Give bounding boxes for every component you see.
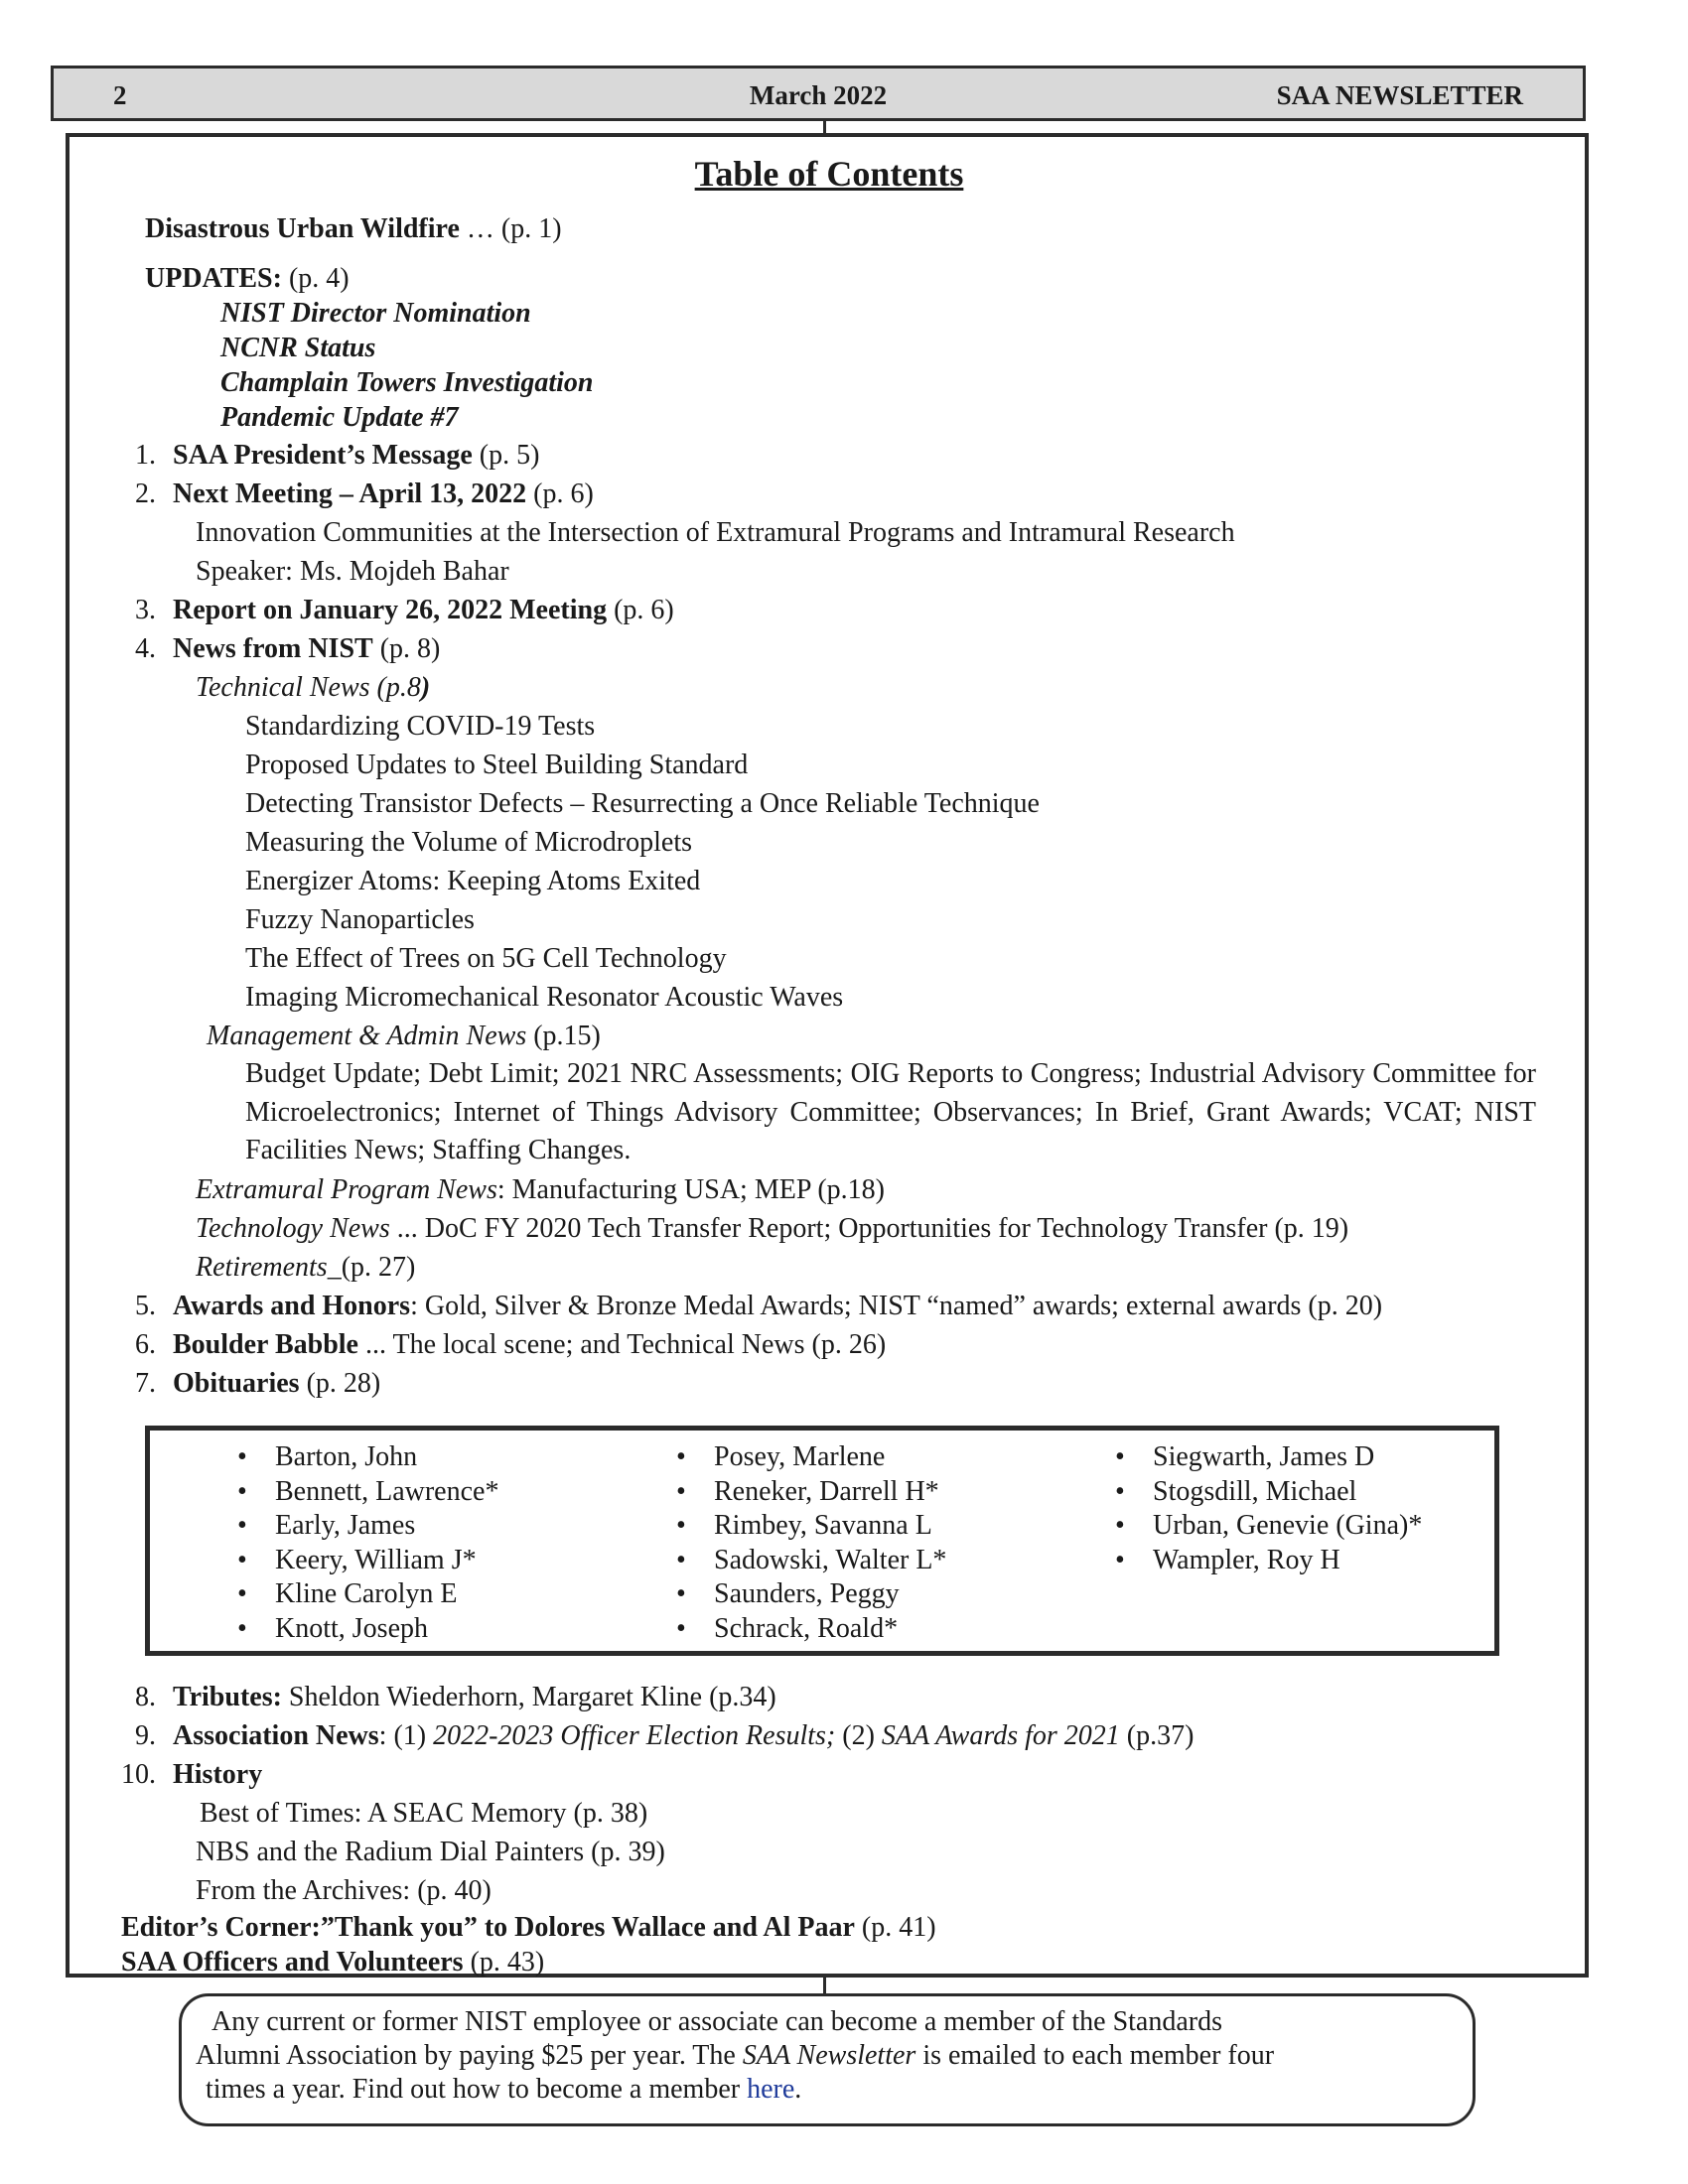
notice-line-1: Any current or former NIST employee or associate can become a member of the Standards — [211, 2006, 1222, 2037]
section-label: Retirements — [196, 1252, 328, 1283]
toc-entry-2[interactable] — [135, 476, 594, 513]
management-news-text: Budget Update; Debt Limit; 2021 NRC Assessments; OIG Reports to Congress; Industrial Advisory Committee for Microelectronics; Internet of Things Advisory Committee; Observances; In Brief, Grant Awards; VCAT; NIST Facilities News; Staffing Changes. — [245, 1058, 1536, 1165]
entry-label: SAA President’s Message — [173, 440, 473, 471]
entry-label: Editor’s Corner:”Thank you” to Dolores Wallace and Al Paar — [121, 1912, 855, 1943]
technology-news-entry[interactable] — [196, 1210, 1348, 1248]
meeting-speaker: Speaker: Ms. Mojdeh Bahar — [196, 556, 509, 587]
entry-text: : (1) — [378, 1720, 434, 1751]
page-header — [51, 66, 1586, 121]
section-close: ) — [420, 672, 431, 703]
notice-line-2 — [196, 2039, 1274, 2073]
technical-news-item[interactable]: The Effect of Trees on 5G Cell Technology — [245, 943, 727, 974]
technical-news-item[interactable]: Energizer Atoms: Keeping Atoms Exited — [245, 866, 701, 896]
toc-entry-updates[interactable] — [145, 260, 350, 298]
technical-news-item[interactable]: Detecting Transistor Defects – Resurrecting a Once Reliable Technique — [245, 788, 1040, 819]
updates-item[interactable]: Pandemic Update #7 — [220, 402, 459, 433]
obituaries-box — [145, 1426, 1499, 1656]
newsletter-name: SAA NEWSLETTER — [1276, 80, 1523, 110]
obituaries-column-1 — [237, 1440, 498, 1646]
entry-number: 4. — [135, 633, 156, 664]
obituary-name[interactable]: • Wampler, Roy H — [1115, 1544, 1422, 1578]
technical-news-item[interactable]: Standardizing COVID-19 Tests — [245, 711, 596, 742]
membership-notice — [179, 1993, 1476, 2126]
toc-entry-7[interactable] — [135, 1365, 380, 1403]
toc-title: Table of Contents — [694, 154, 964, 194]
entry-number: 9. — [135, 1720, 156, 1751]
obituary-name[interactable]: • Posey, Marlene — [676, 1440, 946, 1475]
history-item[interactable]: Best of Times: A SEAC Memory (p. 38) — [200, 1798, 648, 1829]
technical-news-heading[interactable] — [196, 669, 430, 707]
entry-label: News from NIST — [173, 633, 373, 664]
technical-news-item[interactable]: Proposed Updates to Steel Building Standard — [245, 750, 749, 780]
entry-number: 2. — [135, 478, 156, 509]
entry-page: (p. 41) — [854, 1912, 936, 1943]
meeting-topic: Innovation Communities at the Intersection of Extramural Programs and Intramural Research — [196, 517, 1235, 548]
notice-text: Alumni Association by paying $25 per year. The — [196, 2040, 743, 2071]
obituary-name[interactable]: • Knott, Joseph — [237, 1612, 498, 1647]
section-text: ... DoC FY 2020 Tech Transfer Report; Opportunities for Technology Transfer (p. 19) — [389, 1213, 1349, 1244]
toc-entry-5[interactable] — [135, 1288, 1382, 1325]
obituary-name[interactable]: • Early, James — [237, 1509, 498, 1544]
toc-entry-9[interactable] — [135, 1717, 1194, 1755]
section-label: Technology News — [196, 1213, 390, 1244]
toc-entry-6[interactable] — [135, 1326, 886, 1364]
entry-label: Disastrous Urban Wildfire — [145, 213, 460, 244]
obituaries-column-3 — [1115, 1440, 1422, 1577]
technical-news-item[interactable]: Measuring the Volume of Microdroplets — [245, 827, 693, 858]
page-number: 2 — [113, 80, 127, 110]
toc-entry-3[interactable] — [135, 592, 674, 629]
obituary-name[interactable]: • Reneker, Darrell H* — [676, 1475, 946, 1510]
entry-number: 6. — [135, 1329, 156, 1360]
entry-page: (p. 4) — [281, 263, 350, 294]
section-label: Extramural Program News — [196, 1174, 497, 1205]
entry-number: 8. — [135, 1682, 156, 1712]
entry-number: 5. — [135, 1291, 156, 1321]
toc-entry-editor[interactable] — [121, 1909, 936, 1947]
entry-italic: 2022-2023 Officer Election Results; — [433, 1720, 836, 1751]
notice-end: . — [794, 2074, 802, 2105]
entry-text: Sheldon Wiederhorn, Margaret Kline (p.34) — [281, 1682, 776, 1712]
obituary-name[interactable]: • Rimbey, Savanna L — [676, 1509, 946, 1544]
obituary-name[interactable]: • Siegwarth, James D — [1115, 1440, 1422, 1475]
entry-label: UPDATES: — [145, 263, 282, 294]
footer-connector — [823, 1976, 826, 1995]
entry-italic: SAA Awards for 2021 — [881, 1720, 1120, 1751]
toc-entry-1[interactable] — [135, 437, 539, 475]
history-item[interactable]: From the Archives: (p. 40) — [196, 1875, 492, 1906]
entry-text: (p.37) — [1119, 1720, 1195, 1751]
obituary-name[interactable]: • Bennett, Lawrence* — [237, 1475, 498, 1510]
notice-text: is emailed to each member four — [915, 2040, 1275, 2071]
obituary-name[interactable]: • Urban, Genevie (Gina)* — [1115, 1509, 1422, 1544]
extramural-news-entry[interactable] — [196, 1171, 885, 1209]
section-text: _(p. 27) — [327, 1252, 416, 1283]
entry-page: (p. 43) — [463, 1947, 545, 1978]
entry-page: … (p. 1) — [459, 213, 562, 244]
entry-label: Boulder Babble — [173, 1329, 358, 1360]
membership-link[interactable]: here — [747, 2074, 795, 2105]
obituary-name[interactable]: • Stogsdill, Michael — [1115, 1475, 1422, 1510]
issue-date: March 2022 — [749, 80, 888, 110]
updates-item[interactable]: Champlain Towers Investigation — [220, 367, 594, 398]
entry-label: History — [173, 1759, 263, 1790]
obituary-name[interactable]: • Schrack, Roald* — [676, 1612, 946, 1647]
entry-label: Obituaries — [173, 1368, 300, 1399]
notice-text: times a year. Find out how to become a member — [206, 2074, 748, 2105]
entry-page: (p. 6) — [526, 478, 594, 509]
section-page: (p.15) — [526, 1021, 601, 1051]
obituary-name[interactable]: • Kline Carolyn E — [237, 1577, 498, 1612]
technical-news-item[interactable]: Imaging Micromechanical Resonator Acoustic Waves — [245, 982, 844, 1013]
entry-page: (p. 6) — [607, 595, 674, 625]
toc-entry-8[interactable] — [135, 1679, 776, 1716]
history-item[interactable]: NBS and the Radium Dial Painters (p. 39) — [196, 1837, 665, 1867]
entry-label: Association News — [173, 1720, 379, 1751]
entry-text: (2) — [835, 1720, 882, 1751]
obituary-name[interactable]: • Sadowski, Walter L* — [676, 1544, 946, 1578]
management-news-heading[interactable] — [207, 1018, 601, 1055]
toc-entry-wildfire[interactable] — [145, 210, 562, 248]
toc-entry-4[interactable] — [135, 630, 440, 668]
notice-italic: SAA Newsletter — [742, 2040, 916, 2071]
toc-entry-officers[interactable] — [121, 1944, 544, 1981]
toc-entry-10[interactable] — [121, 1756, 262, 1794]
notice-line-3 — [206, 2073, 801, 2107]
obituary-name[interactable]: • Keery, William J* — [237, 1544, 498, 1578]
updates-item[interactable]: NCNR Status — [220, 333, 376, 363]
entry-page: (p. 5) — [472, 440, 540, 471]
entry-page: (p. 8) — [372, 633, 441, 664]
entry-number: 3. — [135, 595, 156, 625]
entry-text: ... The local scene; and Technical News (p. 26) — [357, 1329, 887, 1360]
entry-number: 7. — [135, 1368, 156, 1399]
obituary-name[interactable]: • Saunders, Peggy — [676, 1577, 946, 1612]
section-label: Management & Admin News — [207, 1021, 527, 1051]
retirements-entry[interactable] — [196, 1249, 415, 1287]
entry-number: 10. — [121, 1759, 156, 1790]
section-label: Technical News (p.8 — [196, 672, 421, 703]
obituary-name[interactable]: • Barton, John — [237, 1440, 498, 1475]
entry-page: (p. 28) — [299, 1368, 381, 1399]
entry-label: SAA Officers and Volunteers — [121, 1947, 464, 1978]
section-text: : Manufacturing USA; MEP (p.18) — [496, 1174, 885, 1205]
entry-label: Report on January 26, 2022 Meeting — [173, 595, 608, 625]
entry-text: : Gold, Silver & Bronze Medal Awards; NIST “named” awards; external awards (p. 20) — [410, 1291, 1383, 1321]
obituaries-column-2 — [676, 1440, 946, 1646]
entry-label: Awards and Honors — [173, 1291, 411, 1321]
technical-news-item[interactable]: Fuzzy Nanoparticles — [245, 904, 475, 935]
updates-item[interactable]: NIST Director Nomination — [220, 298, 531, 329]
entry-label: Tributes: — [173, 1682, 282, 1712]
entry-number: 1. — [135, 440, 156, 471]
entry-label: Next Meeting – April 13, 2022 — [173, 478, 527, 509]
